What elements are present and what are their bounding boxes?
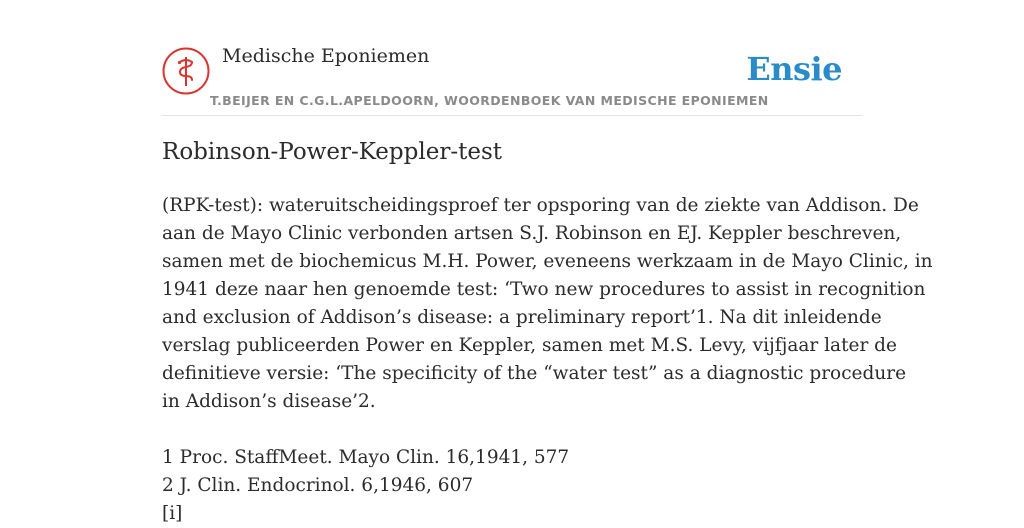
body-line: and exclusion of Addison’s disease: a preliminary report’1. Na dit inleidende: [162, 307, 882, 328]
body-line: aan de Mayo Clinic verbonden artsen S.J. Robinson en EJ. Keppler beschreven,: [162, 223, 902, 244]
paragraph-gap: [162, 416, 862, 444]
body-line: in Addison’s disease’2.: [162, 391, 376, 412]
reference-item: [i]: [162, 503, 183, 524]
entry-body: [162, 192, 933, 528]
source-title[interactable]: Medische Eponiemen: [222, 45, 430, 67]
brand-logo[interactable]: Ensie: [746, 50, 842, 88]
body-line: 1941 deze naar hen genoemde test: ‘Two new procedures to assist in recognition: [162, 279, 926, 300]
body-line: verslag publiceerden Power en Keppler, samen met M.S. Levy, vijfjaar later de: [162, 335, 897, 356]
reference-item: 1 Proc. StaffMeet. Mayo Clin. 16,1941, 577: [162, 447, 570, 468]
source-subtitle: T.BEIJER EN C.G.L.APELDOORN, WOORDENBOEK VAN MEDISCHE EPONIEMEN: [210, 93, 769, 108]
body-line: samen met de biochemicus M.H. Power, eveneens werkzaam in de Mayo Clinic, in: [162, 251, 933, 272]
reference-item: 2 J. Clin. Endocrinol. 6,1946, 607: [162, 475, 474, 496]
body-line: (RPK-test): wateruitscheidingsproef ter opsporing van de ziekte van Addison. De: [162, 195, 919, 216]
body-line: definitieve versie: ‘The specificity of the “water test” as a diagnostic procedure: [162, 363, 907, 384]
caduceus-icon: [162, 47, 210, 95]
entry-title: Robinson-Power-Keppler-test: [162, 139, 503, 165]
header-divider: [162, 115, 862, 116]
